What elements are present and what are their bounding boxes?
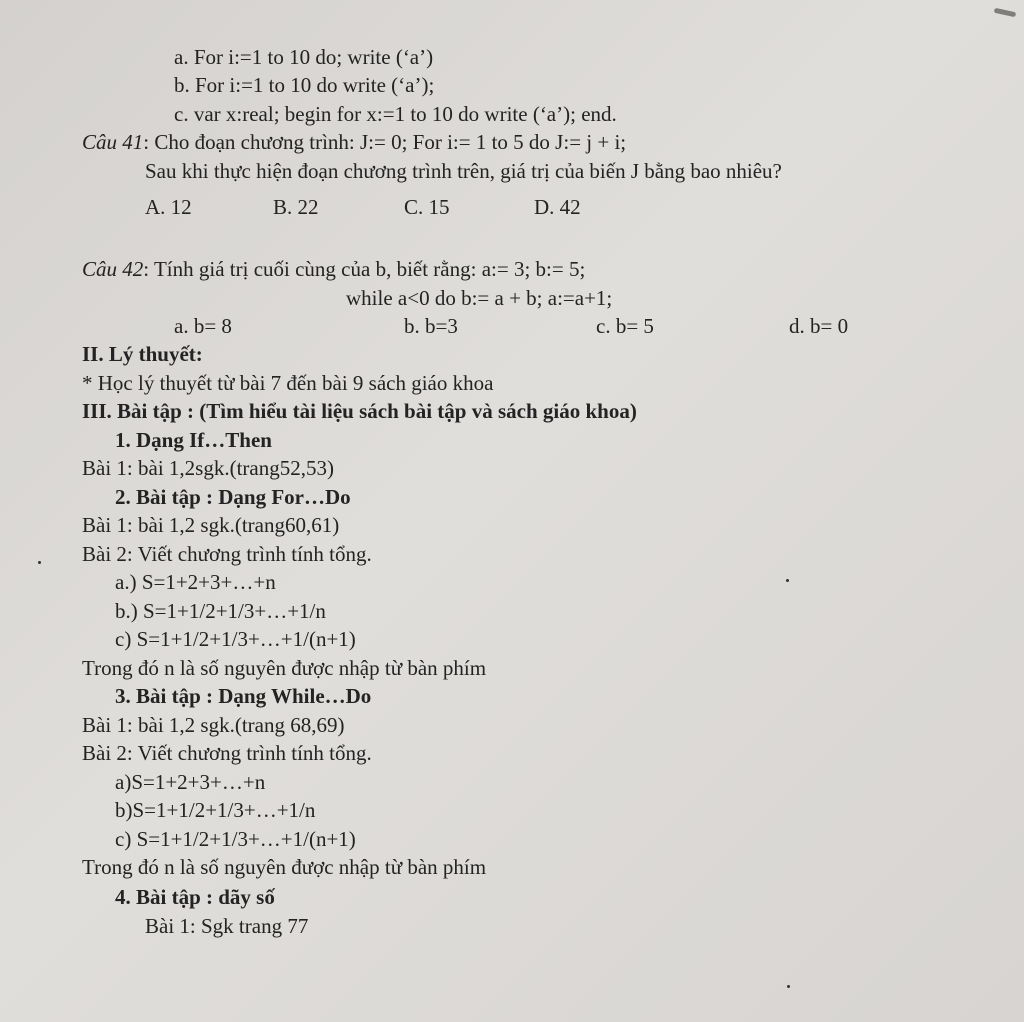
- section-3-title: 3. Bài tập : Dạng While…Do: [115, 684, 372, 708]
- q41-option-b: B. 22: [273, 195, 319, 219]
- q42-text: : Tính giá trị cuối cùng của b, biết rằng: a:= 3; b:= 5;: [143, 257, 586, 281]
- q42-option-c: c. b= 5: [596, 314, 654, 338]
- section-2-bai-2: Bài 2: Viết chương trình tính tổng.: [82, 542, 372, 566]
- section-2-bai-1: Bài 1: bài 1,2 sgk.(trang60,61): [82, 513, 340, 537]
- exercises-heading: III. Bài tập : (Tìm hiểu tài liệu sách bài tập và sách giáo khoa): [82, 399, 637, 423]
- section-1-title: 1. Dạng If…Then: [115, 428, 272, 452]
- q41-question: Sau khi thực hiện đoạn chương trình trên, giá trị của biến J bằng bao nhiêu?: [145, 159, 782, 183]
- q41-text: : Cho đoạn chương trình: J:= 0; For i:= 1 to 5 do J:= j + i;: [143, 130, 627, 154]
- section-3-formula-c: c) S=1+1/2+1/3+…+1/(n+1): [115, 827, 356, 851]
- q42-option-d: d. b= 0: [789, 314, 849, 338]
- section-4-title: 4. Bài tập : dãy số: [115, 885, 275, 909]
- section-2-note: Trong đó n là số nguyên được nhập từ bàn phím: [82, 656, 487, 680]
- section-3-bai-2: Bài 2: Viết chương trình tính tổng.: [82, 741, 372, 765]
- theory-heading: II. Lý thuyết:: [82, 342, 203, 366]
- q40-option-a: a. For i:=1 to 10 do; write (‘a’): [174, 45, 434, 69]
- q40-option-c: c. var x:real; begin for x:=1 to 10 do write (‘a’); end.: [174, 102, 617, 126]
- ink-smudge: [994, 8, 1017, 17]
- q42-label: Câu 42: [82, 257, 144, 281]
- q42-code: while a<0 do b:= a + b; a:=a+1;: [346, 286, 613, 310]
- section-2-formula-b: b.) S=1+1/2+1/3+…+1/n: [115, 599, 326, 623]
- section-2-formula-c: c) S=1+1/2+1/3+…+1/(n+1): [115, 627, 356, 651]
- q40-option-b: b. For i:=1 to 10 do write (‘a’);: [174, 73, 435, 97]
- section-3-bai-1: Bài 1: bài 1,2 sgk.(trang 68,69): [82, 713, 345, 737]
- speck: [786, 579, 789, 582]
- q41-option-a: A. 12: [145, 195, 192, 219]
- q42-option-a: a. b= 8: [174, 314, 232, 338]
- q42-stem: [82, 256, 585, 282]
- speck: [787, 985, 790, 988]
- speck: [38, 561, 41, 564]
- section-3-formula-b: b)S=1+1/2+1/3+…+1/n: [115, 798, 316, 822]
- q41-option-c: C. 15: [404, 195, 450, 219]
- q41-stem: [82, 129, 626, 155]
- q42-option-b: b. b=3: [404, 314, 458, 338]
- theory-line: * Học lý thuyết từ bài 7 đến bài 9 sách giáo khoa: [82, 371, 494, 395]
- section-3-formula-a: a)S=1+2+3+…+n: [115, 770, 266, 794]
- q41-label: Câu 41: [82, 130, 144, 154]
- section-4-bai-1: Bài 1: Sgk trang 77: [145, 914, 309, 938]
- section-2-title: 2. Bài tập : Dạng For…Do: [115, 485, 351, 509]
- section-3-note: Trong đó n là số nguyên được nhập từ bàn phím: [82, 855, 487, 879]
- section-1-bai-1: Bài 1: bài 1,2sgk.(trang52,53): [82, 456, 334, 480]
- q41-option-d: D. 42: [534, 195, 581, 219]
- section-2-formula-a: a.) S=1+2+3+…+n: [115, 570, 276, 594]
